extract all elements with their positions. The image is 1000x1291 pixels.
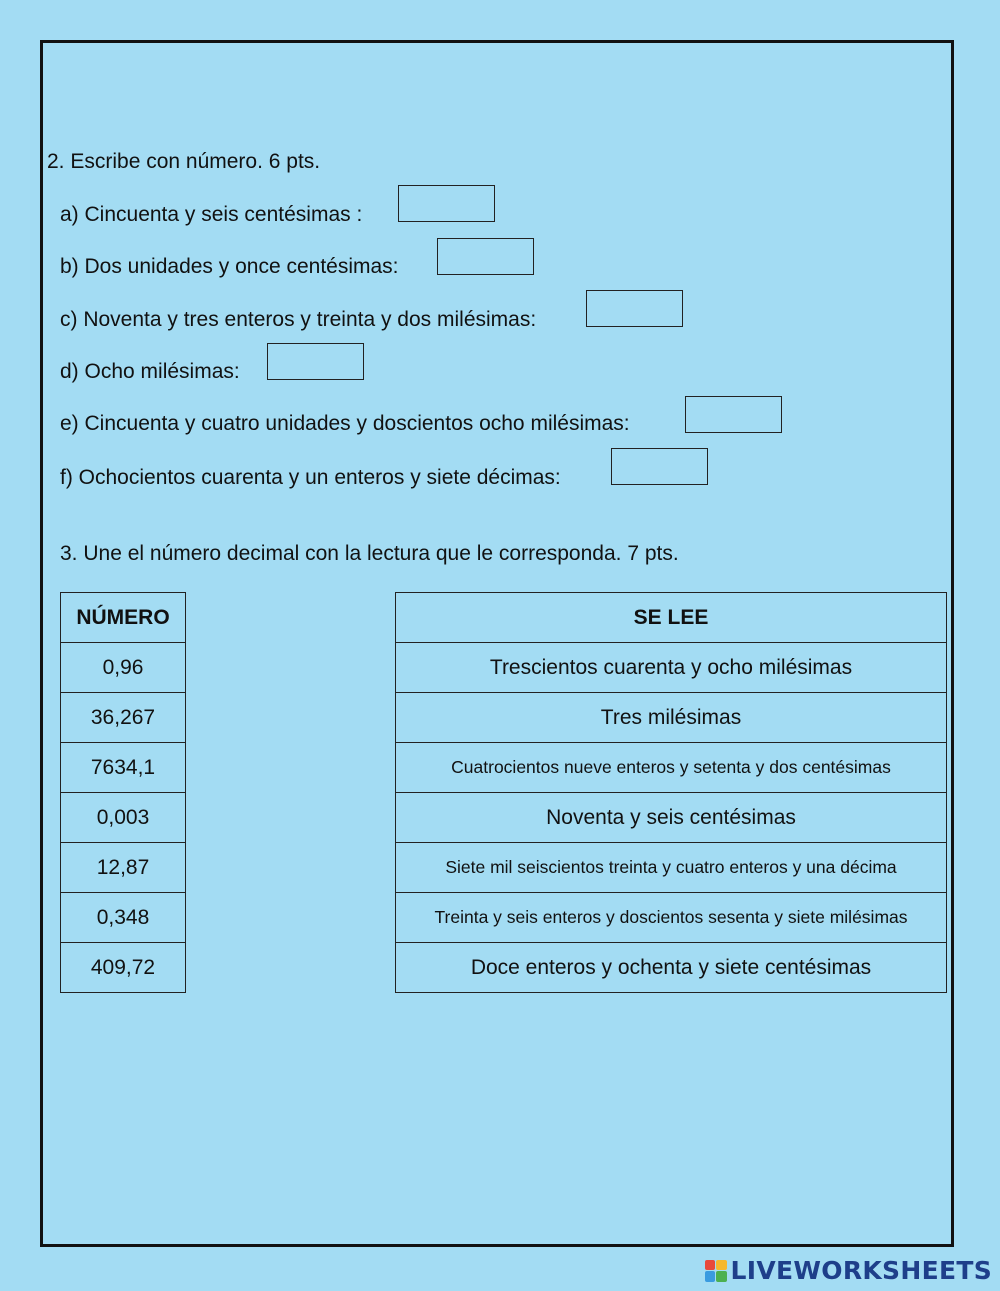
item-c-label: c) Noventa y tres enteros y treinta y dos milésimas:	[60, 308, 537, 331]
section-2-title: 2. Escribe con número. 6 pts.	[47, 150, 321, 173]
answer-box-b[interactable]	[437, 238, 534, 275]
item-e-label: e) Cincuenta y cuatro unidades y doscientos ocho milésimas:	[60, 412, 630, 435]
reading-cell[interactable]: Doce enteros y ochenta y siete centésimas	[396, 943, 947, 993]
answer-box-f[interactable]	[611, 448, 708, 485]
logo-text: LIVEWORKSHEETS	[730, 1256, 992, 1285]
item-d-label: d) Ocho milésimas:	[60, 360, 240, 383]
number-cell[interactable]: 409,72	[61, 943, 186, 993]
number-cell[interactable]: 12,87	[61, 843, 186, 893]
reading-cell[interactable]: Cuatrocientos nueve enteros y setenta y dos centésimas	[396, 743, 947, 793]
reading-cell[interactable]: Treinta y seis enteros y doscientos sesenta y siete milésimas	[396, 893, 947, 943]
section-3-title: 3. Une el número decimal con la lectura que le corresponda. 7 pts.	[60, 542, 679, 565]
number-cell[interactable]: 0,96	[61, 643, 186, 693]
number-cell[interactable]: 0,348	[61, 893, 186, 943]
item-f-label: f) Ochocientos cuarenta y un enteros y siete décimas:	[60, 466, 561, 489]
numbers-table	[60, 592, 186, 993]
numbers-header: NÚMERO	[61, 593, 186, 643]
answer-box-a[interactable]	[398, 185, 495, 222]
item-b-label: b) Dos unidades y once centésimas:	[60, 255, 399, 278]
liveworksheets-logo-icon	[705, 1260, 727, 1282]
number-cell[interactable]: 0,003	[61, 793, 186, 843]
readings-table	[395, 592, 947, 993]
readings-header: SE LEE	[396, 593, 947, 643]
reading-cell[interactable]: Trescientos cuarenta y ocho milésimas	[396, 643, 947, 693]
reading-cell[interactable]: Siete mil seiscientos treinta y cuatro enteros y una décima	[396, 843, 947, 893]
answer-box-e[interactable]	[685, 396, 782, 433]
liveworksheets-logo	[705, 1256, 992, 1285]
number-cell[interactable]: 36,267	[61, 693, 186, 743]
reading-cell[interactable]: Noventa y seis centésimas	[396, 793, 947, 843]
number-cell[interactable]: 7634,1	[61, 743, 186, 793]
answer-box-d[interactable]	[267, 343, 364, 380]
reading-cell[interactable]: Tres milésimas	[396, 693, 947, 743]
answer-box-c[interactable]	[586, 290, 683, 327]
item-a-label: a) Cincuenta y seis centésimas :	[60, 203, 363, 226]
